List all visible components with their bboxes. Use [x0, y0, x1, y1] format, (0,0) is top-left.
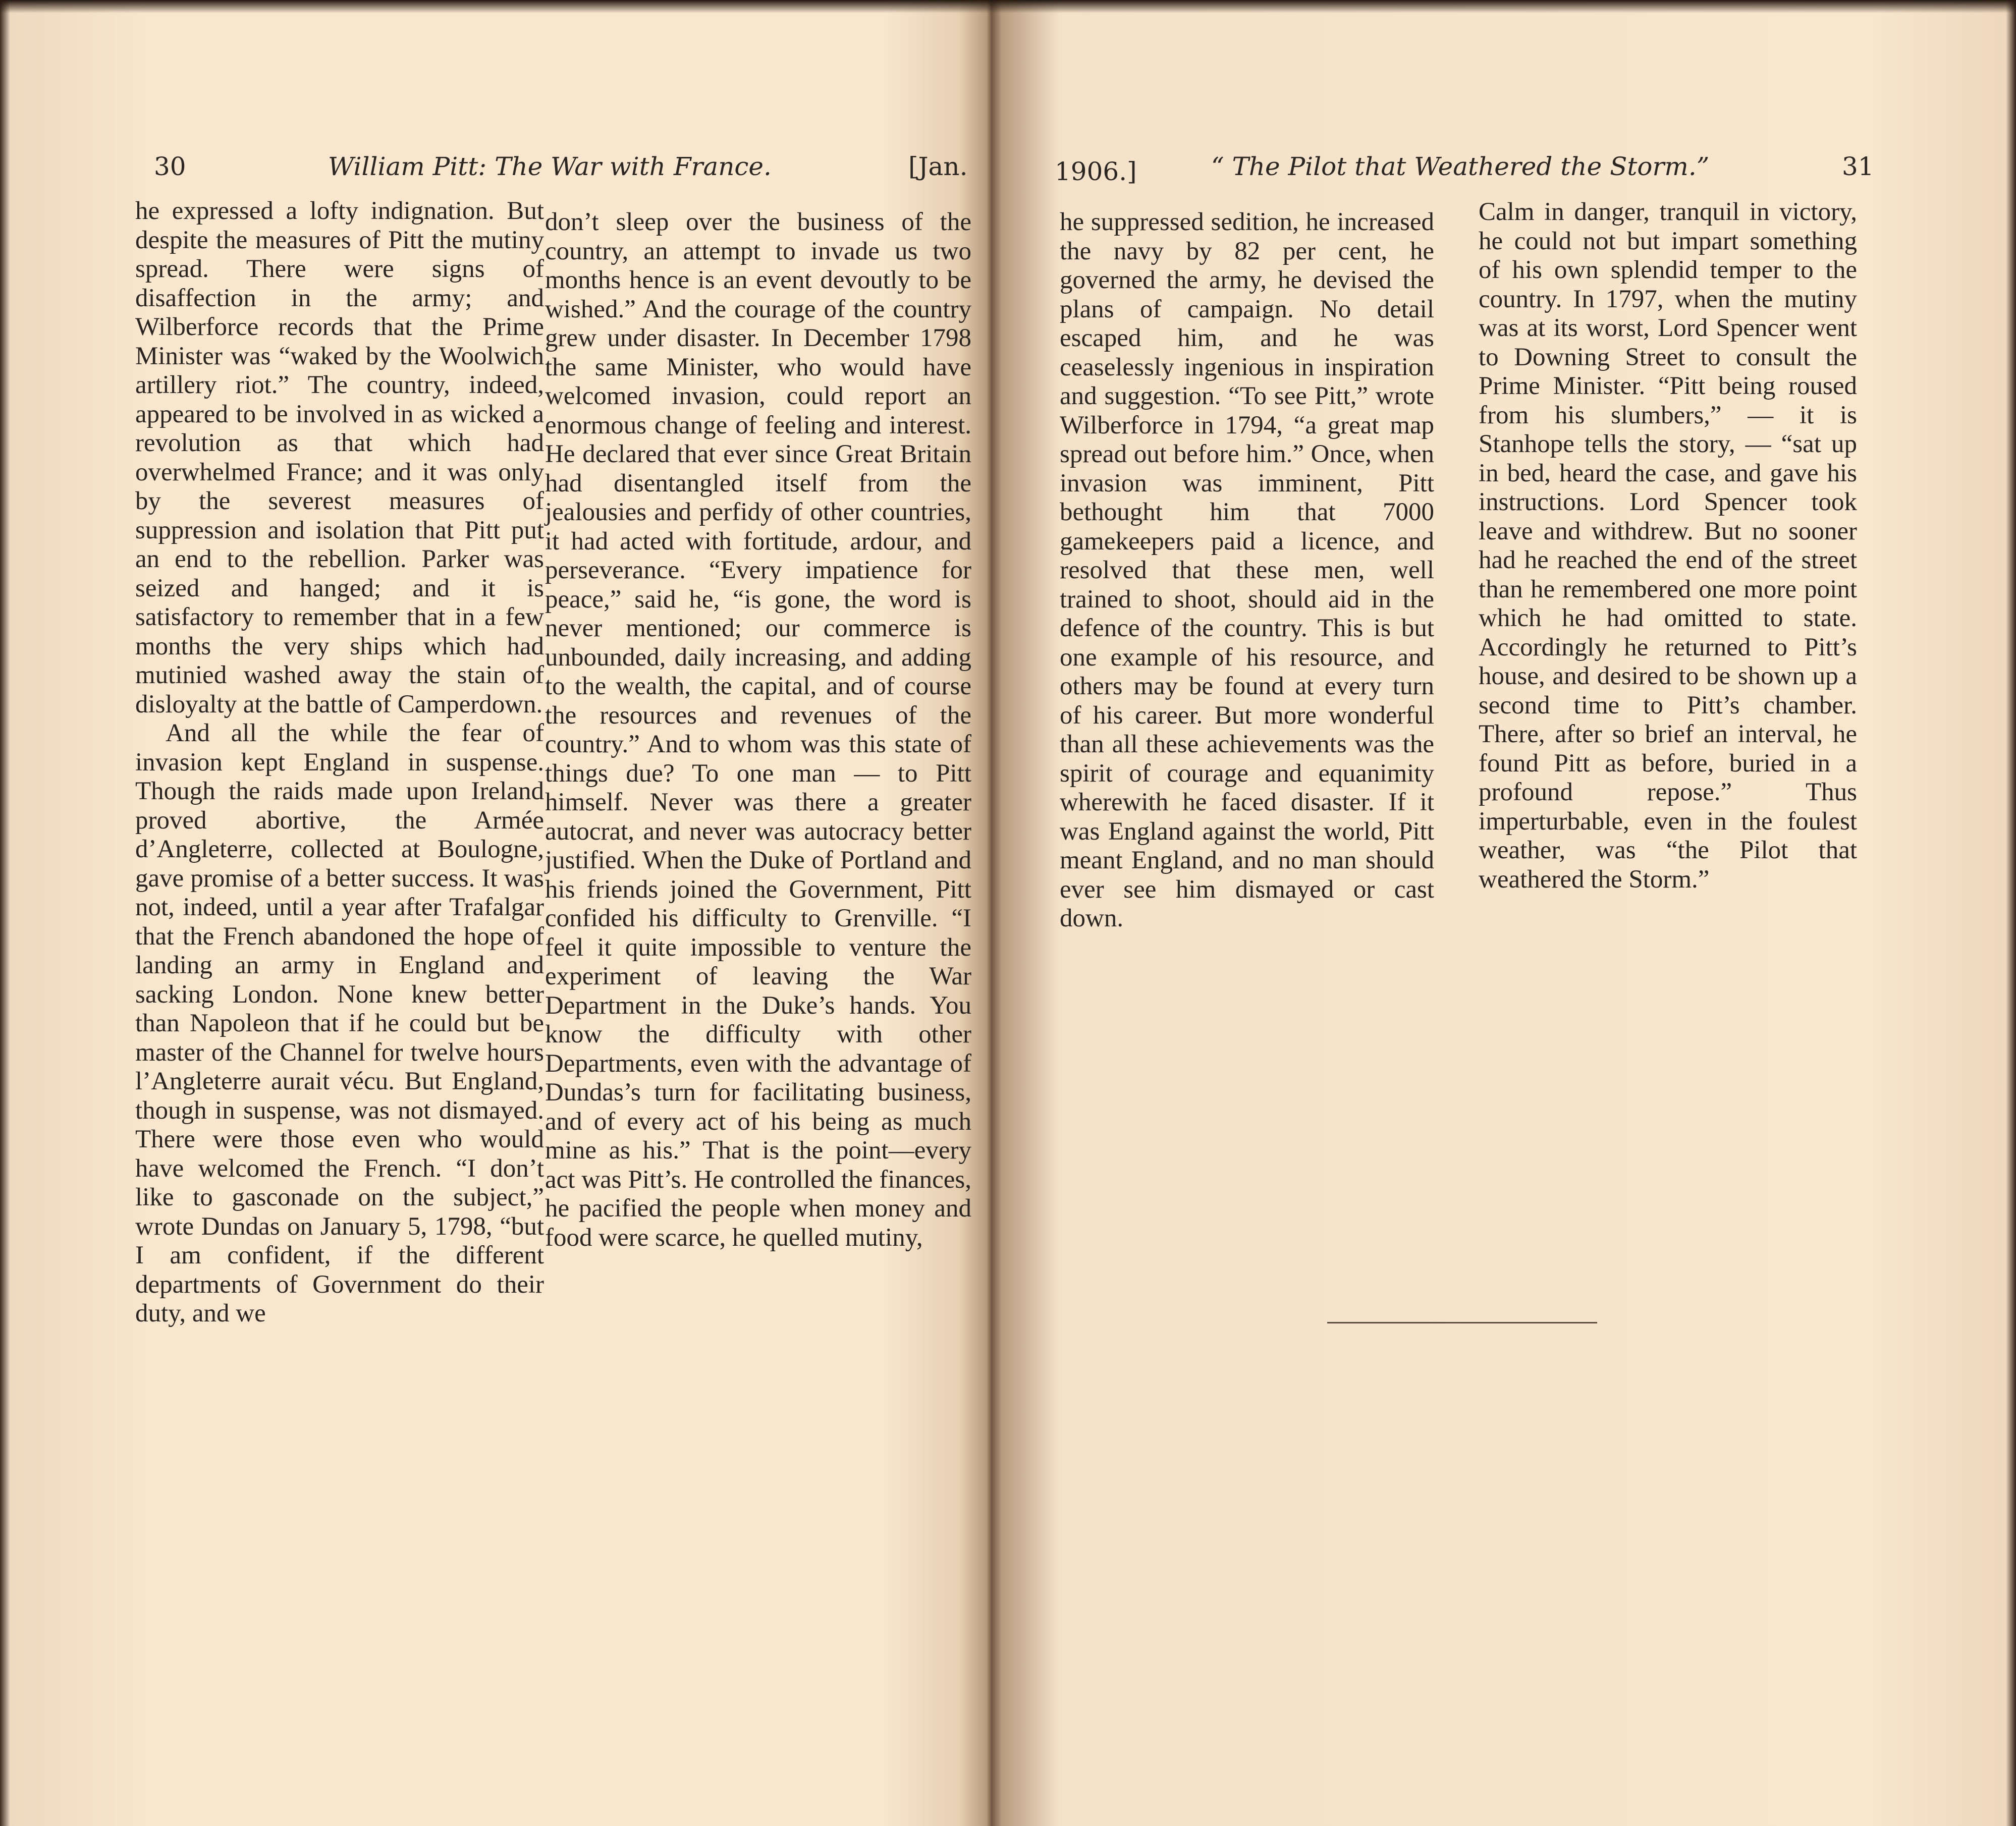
left-page-column-2: [545, 208, 971, 1252]
right-page-header: [989, 146, 2016, 187]
right-page-number: 31: [1842, 152, 1874, 181]
paragraph: And all the while the fear of invasion kept England in suspense. Though the raids made upon Ireland proved abortive, the Armée d’Angleterre, collected at Boulogne, gave promise of a better success. It was not, indeed, until a year after Trafalgar that the French abandoned the hope of landing an army in England and sacking London. None knew better than Napoleon that if he could but be master of the Channel for twelve hours l’Angleterre aurait vécu. But England, though in suspense, was not dismayed. There were those even who would have welcomed the French. “I don’t like to gasconade on the subject,” wrote Dundas on January 5, 1798, “but I am confident, if the different departments of Government do their duty, and we: [135, 719, 544, 1327]
section-rule: [1327, 1322, 1597, 1323]
right-running-date: 1906.]: [1055, 157, 1137, 186]
right-page: [989, 0, 2016, 1826]
left-page-number: 30: [154, 152, 186, 181]
paragraph: don’t sleep over the business of the country, an attempt to invade us two months hence is an event devoutly to be wished.” And the courage of the country grew under disaster. In December 1798 the same Minister, who would have welcomed invasion, could report an enormous change of feeling and interest. He declared that ever since Great Britain had disentangled itself from the jealousies and perfidy of other countries, it had acted with fortitude, ardour, and perseverance. “Every impatience for peace,” said he, “is gone, the word is never mentioned; our commerce is unbounded, daily increasing, and adding to the wealth, the capital, and of course the resources and revenues of the country.” And to whom was this state of things due? To one man — to Pitt himself. Never was there a greater autocrat, and never was autocracy better justified. When the Duke of Portland and his friends joined the Government, Pitt confided his difficulty to Grenville. “I feel it quite impossible to venture the experiment of leaving the War Department in the Duke’s hands. You know the difficulty with other Departments, even with the advantage of Dundas’s turn for facilitating business, and of every act of his being as much mine as his.” That is the point—every act was Pitt’s. He controlled the finances, he pacified the people when money and food were scarce, he quelled mutiny,: [545, 208, 971, 1252]
paragraph: Calm in danger, tranquil in victory, he could not but impart something of his own splendid temper to the country. In 1797, when the mutiny was at its worst, Lord Spencer went to Downing Street to consult the Prime Minister. “Pitt being roused from his slumbers,” — it is Stanhope tells the story, — “sat up in bed, heard the case, and gave his instructions. Lord Spencer took leave and withdrew. But no sooner had he reached the end of the street than he remembered one more point which he had omitted to state. Accordingly he returned to Pitt’s house, and desired to be shown up a second time to Pitt’s chamber. There, after so brief an interval, he found Pitt as before, buried in a profound repose.” Thus imperturbable, even in the foulest weather, was “the Pilot that weathered the Storm.”: [1479, 198, 1857, 894]
paragraph: he expressed a lofty indignation. But despite the measures of Pitt the mutiny spread. There were signs of disaffection in the army; and Wilberforce records that the Prime Minister was “waked by the Woolwich artillery riot.” The country, indeed, appeared to be involved in as wicked a revolution as that which had overwhelmed France; and it was only by the severest measures of suppression and isolation that Pitt put an end to the rebellion. Parker was seized and hanged; and it is satisfactory to remember that in a few months the very ships which had mutinied washed away the stain of disloyalty at the battle of Camperdown.: [135, 197, 544, 718]
right-page-column-2: [1479, 198, 1857, 894]
right-running-title: “ The Pilot that Weathered the Storm.”: [1211, 152, 1710, 181]
paragraph: he suppressed sedition, he increased the navy by 82 per cent, he governed the army, he devised the plans of campaign. No detail escaped him, and he was ceaselessly ingenious in inspiration and suggestion. “To see Pitt,” wrote Wilberforce in 1794, “a great map spread out before him.” Once, when invasion was imminent, Pitt bethought him that 7000 gamekeepers paid a licence, and resolved that these men, well trained to shoot, should aid in the defence of the country. This is but one example of his resource, and others may be found at every turn of his career. But more wonderful than all these achievements was the spirit of courage and equanimity wherewith he faced disaster. If it was England against the world, Pitt meant England, and no man should ever see him dismayed or cast down.: [1060, 208, 1434, 932]
left-page: [0, 0, 989, 1826]
left-page-column-1: [135, 197, 544, 1329]
left-running-date: [Jan.: [908, 152, 968, 181]
right-page-column-1: [1060, 208, 1434, 933]
left-running-title: William Pitt: The War with France.: [328, 152, 772, 181]
left-page-header: [0, 146, 989, 187]
